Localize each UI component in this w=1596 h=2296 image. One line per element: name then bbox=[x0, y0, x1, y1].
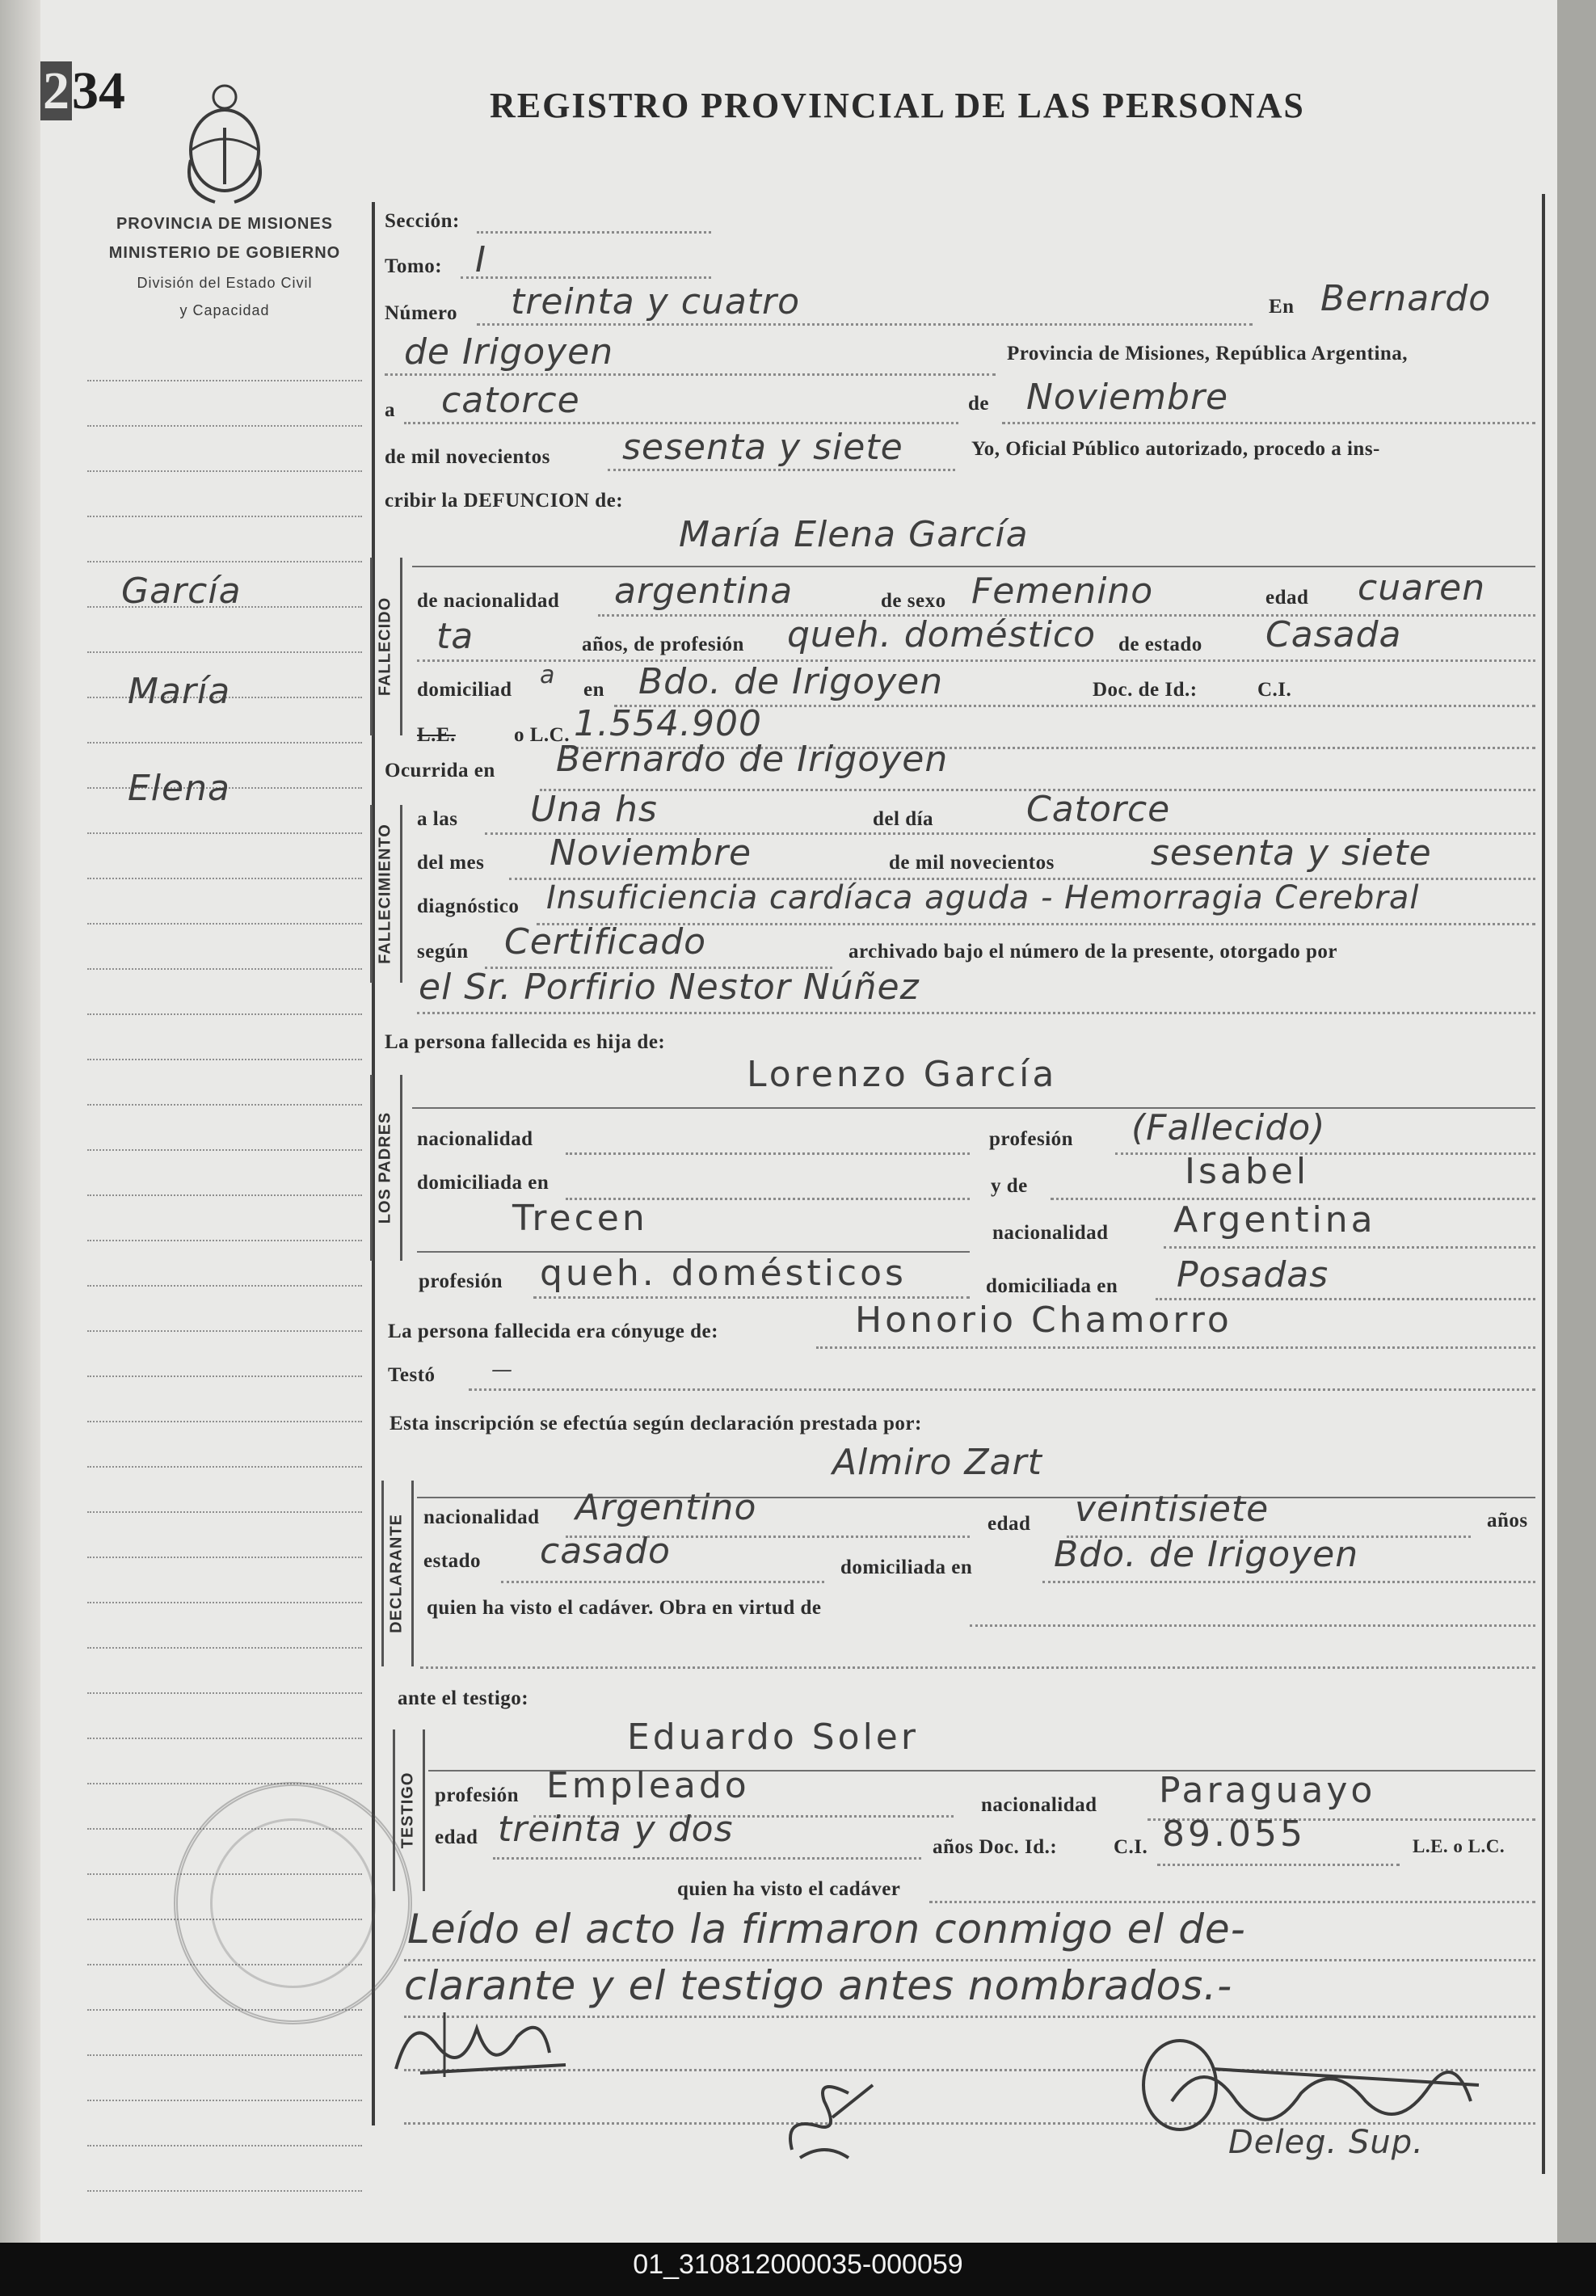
gov-province: PROVINCIA DE MISIONES bbox=[116, 215, 334, 233]
a-las-label: a las bbox=[417, 808, 458, 830]
fallecido-domicilio: Bdo. de Irigoyen bbox=[638, 661, 944, 702]
segun-label: según bbox=[417, 941, 469, 963]
le-label: o L.C. bbox=[514, 724, 570, 746]
declarante-obra-field bbox=[970, 1624, 1535, 1627]
testo-value: — bbox=[491, 1358, 513, 1382]
fallecido-line2 bbox=[417, 659, 1535, 662]
tomo-value: I bbox=[475, 239, 486, 280]
conyuge-field bbox=[816, 1346, 1535, 1349]
fallecimiento-diagnostico: Insuficiencia cardíaca aguda - Hemorragia Cerebral bbox=[546, 879, 1420, 916]
page-title: REGISTRO PROVINCIAL DE LAS PERSONAS bbox=[490, 86, 1305, 125]
conyuge-nombre: Honorio Chamorro bbox=[855, 1300, 1232, 1341]
margin-rule-line bbox=[87, 1104, 362, 1106]
sexo-label: de sexo bbox=[881, 590, 946, 612]
le-struck: L.E. bbox=[417, 724, 456, 746]
testo-field bbox=[469, 1388, 1535, 1391]
margin-rule-line bbox=[87, 1647, 362, 1649]
testigo-anios-doc-label: años Doc. Id.: bbox=[933, 1836, 1058, 1858]
margin-name1: María bbox=[128, 671, 231, 712]
lugar-field bbox=[385, 373, 996, 376]
cierre-line2 bbox=[404, 2016, 1535, 2018]
fallecimiento-anio: sesenta y siete bbox=[1151, 832, 1432, 874]
padre-nombre-line bbox=[412, 1107, 1535, 1109]
testigo-edad-field bbox=[493, 1857, 921, 1860]
fallecido-edad-part2: ta bbox=[436, 616, 474, 657]
testigo-cadaver: quien ha visto el cadáver bbox=[677, 1878, 901, 1900]
domiciliad-suffix: a bbox=[540, 661, 556, 689]
gov-division: División del Estado Civil bbox=[137, 275, 313, 291]
fallecido-documento: 1.554.900 bbox=[574, 703, 762, 744]
testigo-nombre: Eduardo Soler bbox=[627, 1717, 919, 1758]
page-number bbox=[40, 61, 125, 122]
page-edge bbox=[1557, 0, 1596, 2243]
struck-digit: 2 bbox=[40, 61, 72, 120]
fallecido-edad-part1: cuaren bbox=[1358, 567, 1486, 609]
seccion-label: Sección: bbox=[385, 210, 460, 232]
section-declarante: DECLARANTE bbox=[385, 1481, 409, 1666]
declarante-extra-field bbox=[420, 1666, 1535, 1669]
official-seal-stamp bbox=[174, 1782, 412, 2024]
y-de-label: y de bbox=[991, 1175, 1028, 1197]
padre-nacionalidad-label: nacionalidad bbox=[417, 1128, 533, 1150]
madre-nacionalidad-label: nacionalidad bbox=[992, 1222, 1109, 1244]
testigo-edad-label: edad bbox=[435, 1826, 478, 1848]
declarante-anios-label: años bbox=[1487, 1510, 1528, 1531]
del-dia-label: del día bbox=[873, 808, 934, 830]
margin-rule-line bbox=[87, 470, 362, 473]
mes-field bbox=[1002, 422, 1535, 424]
margin-rule-line bbox=[87, 2145, 362, 2147]
fallecimiento-mil-label: de mil novecientos bbox=[889, 852, 1055, 874]
cargo-firmante: Deleg. Sup. bbox=[1228, 2124, 1424, 2161]
declarante-edad-label: edad bbox=[987, 1513, 1031, 1535]
testigo-signature-icon bbox=[776, 2069, 905, 2166]
margin-rule-line bbox=[87, 516, 362, 518]
fallecido-profesion: queh. doméstico bbox=[787, 614, 1097, 655]
fallecido-nacionalidad-label: de nacionalidad bbox=[417, 590, 560, 612]
provincia-text: Provincia de Misiones, República Argentina, bbox=[1007, 343, 1409, 364]
madre-domicilio-label: domiciliada en bbox=[986, 1275, 1118, 1297]
testo-label: Testó bbox=[388, 1364, 436, 1386]
padre-nombre: Lorenzo García bbox=[747, 1054, 1058, 1095]
madre-domicilio: Posadas bbox=[1177, 1254, 1329, 1295]
madre-apellido: Trecen bbox=[512, 1198, 648, 1239]
diagnostico-label: diagnóstico bbox=[417, 895, 520, 917]
de-label: de bbox=[968, 393, 989, 415]
testigo-intro: ante el testigo: bbox=[398, 1687, 529, 1709]
tomo-label: Tomo: bbox=[385, 255, 443, 277]
cierre-line1 bbox=[404, 1959, 1535, 1961]
margin-rule-line bbox=[87, 1059, 362, 1061]
margin-rule-line bbox=[87, 923, 362, 925]
margin-rule-line bbox=[87, 1466, 362, 1468]
declarante-domicilio-field bbox=[1042, 1581, 1535, 1583]
margin-rule-line bbox=[87, 968, 362, 971]
gov-capacity: y Capacidad bbox=[179, 302, 270, 318]
domiciliad-label: domiciliad bbox=[417, 679, 512, 701]
testigo-documento: 89.055 bbox=[1162, 1814, 1306, 1855]
margin-rule-line bbox=[87, 561, 362, 563]
conyuge-label: La persona fallecida era cónyuge de: bbox=[388, 1321, 718, 1342]
margin-rule-line bbox=[87, 1602, 362, 1604]
declarante-signature-icon bbox=[388, 1996, 574, 2093]
anio-value: sesenta y siete bbox=[622, 427, 903, 468]
declarante-estado-label: estado bbox=[423, 1550, 482, 1572]
domicilio-en-label: en bbox=[583, 679, 604, 701]
declarante-intro: Esta inscripción se efectúa según declaración prestada por: bbox=[390, 1413, 922, 1434]
margin-rule-line bbox=[87, 425, 362, 428]
padre-nacionalidad-field bbox=[566, 1152, 970, 1155]
declarante-cadaver: quien ha visto el cadáver. Obra en virtud de bbox=[427, 1597, 822, 1619]
testigo-cadaver-field bbox=[929, 1901, 1535, 1903]
padre-profesion-label: profesión bbox=[989, 1128, 1074, 1150]
declarante-edad: veintisiete bbox=[1075, 1489, 1270, 1530]
madre-profesion-field bbox=[533, 1296, 970, 1299]
madre-nombre: Isabel bbox=[1185, 1151, 1310, 1192]
margin-rule-line bbox=[87, 1149, 362, 1152]
cierre-linea1: Leído el acto la firmaron conmigo el de- bbox=[407, 1906, 1246, 1953]
margin-name2: Elena bbox=[128, 768, 230, 809]
margin-rule-line bbox=[87, 1421, 362, 1423]
en-label: En bbox=[1269, 296, 1295, 318]
numero-label: Número bbox=[385, 302, 458, 324]
ocurrida-label: Ocurrida en bbox=[385, 760, 495, 781]
margin-rule-line bbox=[87, 1692, 362, 1695]
margin-rule-line bbox=[87, 832, 362, 835]
fallecimiento-medico: el Sr. Porfirio Nestor Núñez bbox=[419, 967, 920, 1008]
dia-value: catorce bbox=[441, 380, 580, 421]
numero-field bbox=[477, 323, 1253, 326]
section-padres: LOS PADRES bbox=[373, 1075, 398, 1261]
margin-rule-line bbox=[87, 1194, 362, 1197]
testigo-edad: treinta y dos bbox=[498, 1809, 734, 1850]
inscribir-text: cribir la DEFUNCION de: bbox=[385, 490, 624, 512]
padre-profesion: (Fallecido) bbox=[1131, 1107, 1326, 1148]
madre-nacionalidad-field bbox=[1164, 1246, 1535, 1249]
margin-rule-line bbox=[87, 742, 362, 744]
fallecido-estado: Casada bbox=[1265, 614, 1402, 655]
ocurrida-lugar: Bernardo de Irigoyen bbox=[556, 739, 949, 780]
padre-profesion-field bbox=[1115, 1152, 1535, 1155]
section-fallecido: FALLECIDO bbox=[373, 558, 398, 735]
numero-value: treinta y cuatro bbox=[511, 281, 801, 322]
declarante-domicilio-label: domiciliada en bbox=[840, 1557, 973, 1578]
section-testigo: TESTIGO bbox=[396, 1729, 420, 1891]
margin-rule-line bbox=[87, 1557, 362, 1559]
edad-label: edad bbox=[1265, 587, 1309, 609]
margin-rule-line bbox=[87, 1511, 362, 1514]
gov-ministry: MINISTERIO DE GOBIERNO bbox=[108, 244, 341, 262]
cierre-linea2: clarante y el testigo antes nombrados.- bbox=[404, 1962, 1233, 2009]
estado-label: de estado bbox=[1118, 634, 1202, 655]
testigo-doc-tipo: C.I. bbox=[1114, 1836, 1148, 1858]
anio-field bbox=[608, 469, 955, 471]
margin-rule-line bbox=[87, 2054, 362, 2057]
seccion-field bbox=[477, 231, 711, 234]
tomo-field bbox=[461, 276, 711, 279]
fallecimiento-mes: Noviembre bbox=[550, 832, 752, 874]
declarante-estado: casado bbox=[540, 1531, 671, 1572]
margin-rule-line bbox=[87, 1375, 362, 1378]
lugar-part1: Bernardo bbox=[1320, 278, 1492, 319]
declarante-nombre: Almiro Zart bbox=[832, 1442, 1042, 1483]
declarante-nacionalidad-label: nacionalidad bbox=[423, 1506, 540, 1528]
fallecimiento-dia: Catorce bbox=[1026, 789, 1171, 830]
fallecido-sexo: Femenino bbox=[971, 571, 1154, 612]
margin-rule-line bbox=[87, 380, 362, 382]
declarante-estado-field bbox=[501, 1581, 824, 1583]
oficial-text: Yo, Oficial Público autorizado, procedo a ins- bbox=[971, 438, 1380, 460]
margin-rule-line bbox=[87, 1330, 362, 1333]
del-mes-label: del mes bbox=[417, 852, 485, 874]
margin-rule-line bbox=[87, 651, 362, 654]
image-id-caption: 01_310812000035-000059 bbox=[633, 2249, 963, 2280]
padres-intro: La persona fallecida es hija de: bbox=[385, 1031, 666, 1053]
margin-rule-line bbox=[87, 1013, 362, 1016]
madre-nacionalidad: Argentina bbox=[1173, 1199, 1376, 1241]
testigo-nacionalidad-label: nacionalidad bbox=[981, 1794, 1097, 1816]
mil-label: de mil novecientos bbox=[385, 446, 550, 468]
fallecido-nombre: María Elena García bbox=[679, 514, 1029, 555]
testigo-documento-field bbox=[1157, 1864, 1400, 1866]
margin-rule-line bbox=[87, 1240, 362, 1242]
fallecimiento-segun: Certificado bbox=[504, 921, 707, 963]
dia-field bbox=[404, 422, 958, 424]
fallecimiento-hora: Una hs bbox=[530, 789, 658, 830]
margin-rule-line bbox=[87, 878, 362, 880]
lugar-part2: de Irigoyen bbox=[404, 331, 614, 373]
testigo-profesion-label: profesión bbox=[435, 1784, 520, 1806]
madre-profesion: queh. domésticos bbox=[540, 1253, 907, 1294]
margin-rule-line bbox=[87, 2190, 362, 2193]
padre-domicilio-label: domiciliada en bbox=[417, 1172, 550, 1194]
margin-rule-line bbox=[87, 1285, 362, 1287]
right-margin-rule bbox=[1542, 194, 1545, 2174]
madre-profesion-label: profesión bbox=[419, 1270, 503, 1292]
coat-of-arms-icon bbox=[176, 79, 273, 209]
fallecimiento-line5 bbox=[417, 1012, 1535, 1014]
declarante-nacionalidad: Argentino bbox=[575, 1487, 757, 1528]
archivado-text: archivado bajo el número de la presente, otorgado por bbox=[849, 941, 1337, 963]
section-fallecimiento: FALLECIMIENTO bbox=[373, 805, 398, 983]
margin-surname: García bbox=[121, 571, 242, 612]
page-number-digits: 34 bbox=[72, 61, 125, 120]
testigo-profesion: Empleado bbox=[546, 1765, 750, 1806]
anios-profesion-label: años, de profesión bbox=[582, 634, 744, 655]
margin-rule-line bbox=[87, 2100, 362, 2102]
doc-tipo: C.I. bbox=[1257, 679, 1292, 701]
mes-value: Noviembre bbox=[1026, 377, 1229, 418]
testigo-nacionalidad: Paraguayo bbox=[1159, 1770, 1376, 1811]
margin-rule-line bbox=[87, 1738, 362, 1740]
a-label: a bbox=[385, 399, 395, 421]
doc-label: Doc. de Id.: bbox=[1093, 679, 1198, 701]
book-binding bbox=[0, 0, 40, 2243]
fallecido-nacionalidad: argentina bbox=[614, 571, 794, 612]
testigo-le-label: L.E. o L.C. bbox=[1413, 1836, 1505, 1856]
declarante-domicilio: Bdo. de Irigoyen bbox=[1054, 1534, 1359, 1575]
